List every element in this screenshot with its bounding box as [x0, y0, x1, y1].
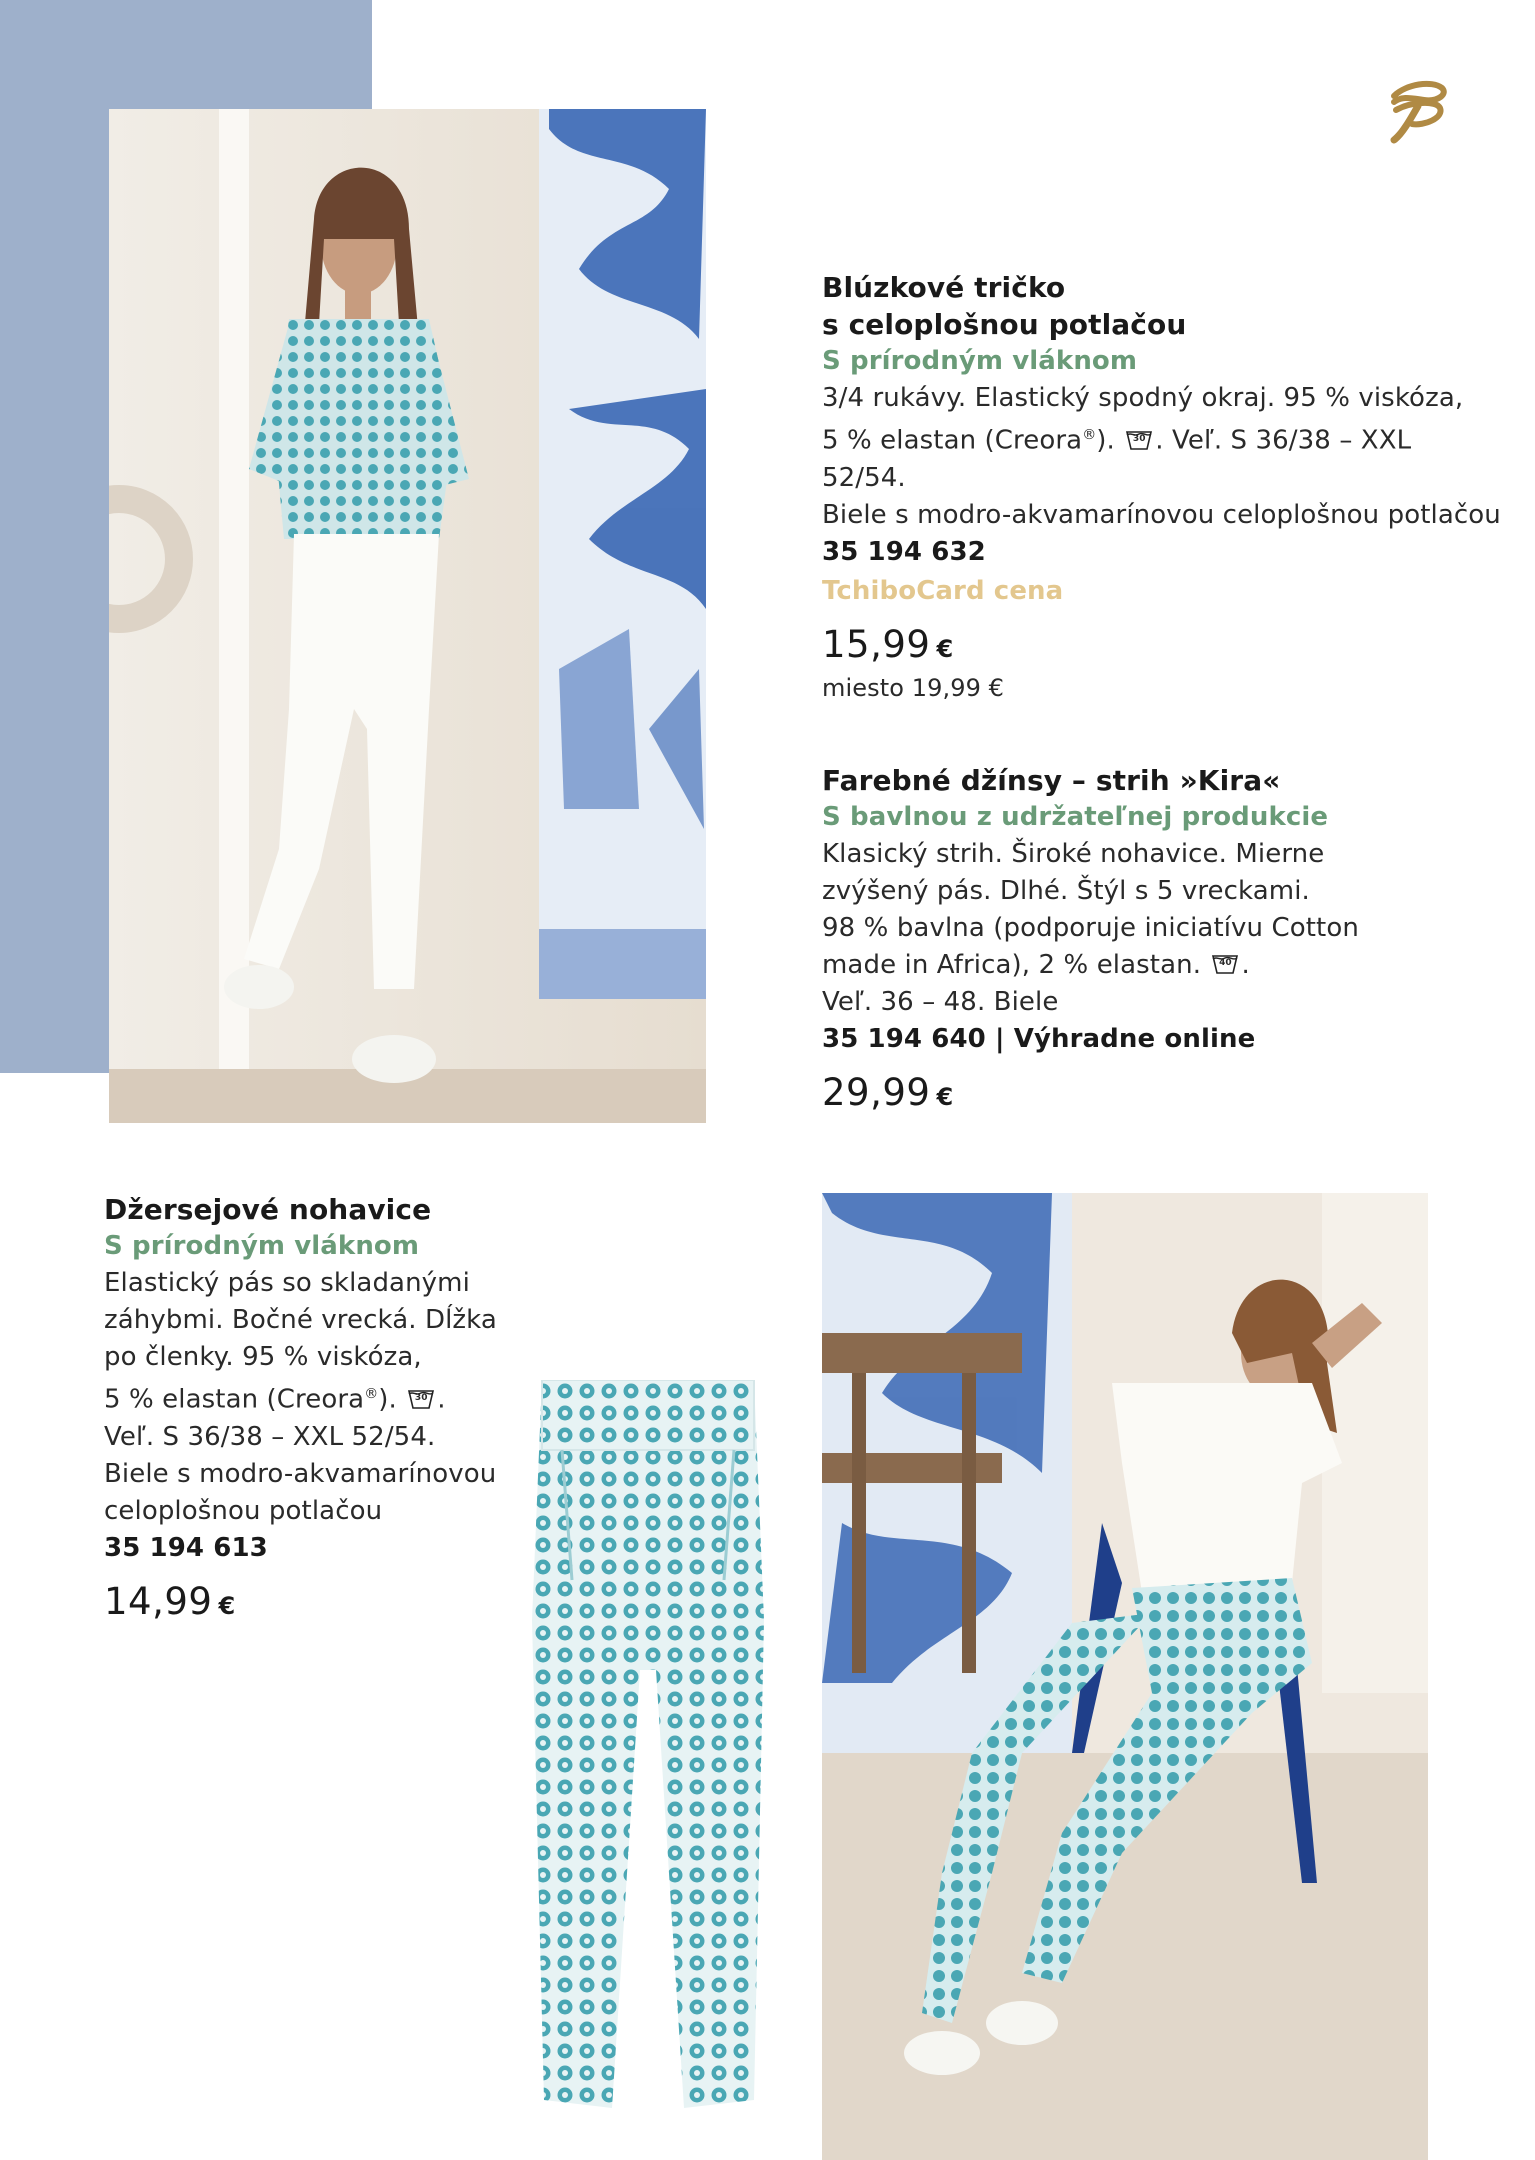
photo-woman-blouse-white-jeans-icon: [109, 109, 706, 1123]
product-code: 35 194 613: [104, 1532, 268, 1563]
product-blouse-info: [822, 269, 1502, 704]
product-title: Džersejové nohavice: [104, 1193, 432, 1226]
product-code: 35 194 640 | Výhradne online: [822, 1024, 1256, 1054]
product-description: Elastický pás so skladanými záhybmi. Bočné vrecká. Dĺžka po členky. 95 % viskóza, 5 % elastan (Creora®). 30 . Veľ. S 36/38 – XXL 52/54. Biele s modro-akvamarínovou celoplošnou potlačou: [104, 1268, 497, 1526]
product-subtitle: S prírodným vláknom: [822, 346, 1138, 376]
wash-30-icon: 30: [1125, 429, 1153, 451]
old-price: miesto 19,99 €: [822, 673, 1005, 702]
product-subtitle: S prírodným vláknom: [104, 1231, 420, 1261]
product-code: 35 194 632: [822, 536, 986, 567]
product-jeans-info: [822, 762, 1502, 1120]
photo-woman-tshirt-patterned-pants-icon: [822, 1193, 1428, 2160]
product-jersey-pants-info: [104, 1191, 544, 1629]
product-subtitle: S bavlnou z udržateľnej produkcie: [822, 802, 1329, 832]
product-price: 14,99 €: [104, 1579, 236, 1623]
tchibo-logo-icon[interactable]: [1384, 76, 1450, 146]
product-price: 15,99 €: [822, 622, 954, 666]
product-description: 3/4 rukávy. Elastický spodný okraj. 95 % viskóza, 5 % elastan (Creora®). 30 . Veľ. S 36/38 – XXL 52/54. Biele s modro-akvamarínovou celoplošnou potlačou: [822, 383, 1501, 530]
wash-40-icon: 40: [1211, 953, 1239, 975]
product-price: 29,99 €: [822, 1071, 954, 1114]
product-patterned-pants-icon: [532, 1380, 764, 2110]
tchibocard-price-label: TchiboCard cena: [822, 575, 1064, 606]
wash-30-icon: 30: [407, 1388, 435, 1410]
product-title: Farebné džínsy – strih »Kira«: [822, 764, 1281, 797]
product-description: Klasický strih. Široké nohavice. Mierne zvýšený pás. Dlhé. Štýl s 5 vreckami. 98 % bavlna (podporuje iniciatívu Cotton made in Africa), 2 % elastan. 40 . Veľ. 36 – 48. Biele: [822, 839, 1359, 1017]
product-title: Blúzkové tričko s celoplošnou potlačou: [822, 271, 1187, 341]
